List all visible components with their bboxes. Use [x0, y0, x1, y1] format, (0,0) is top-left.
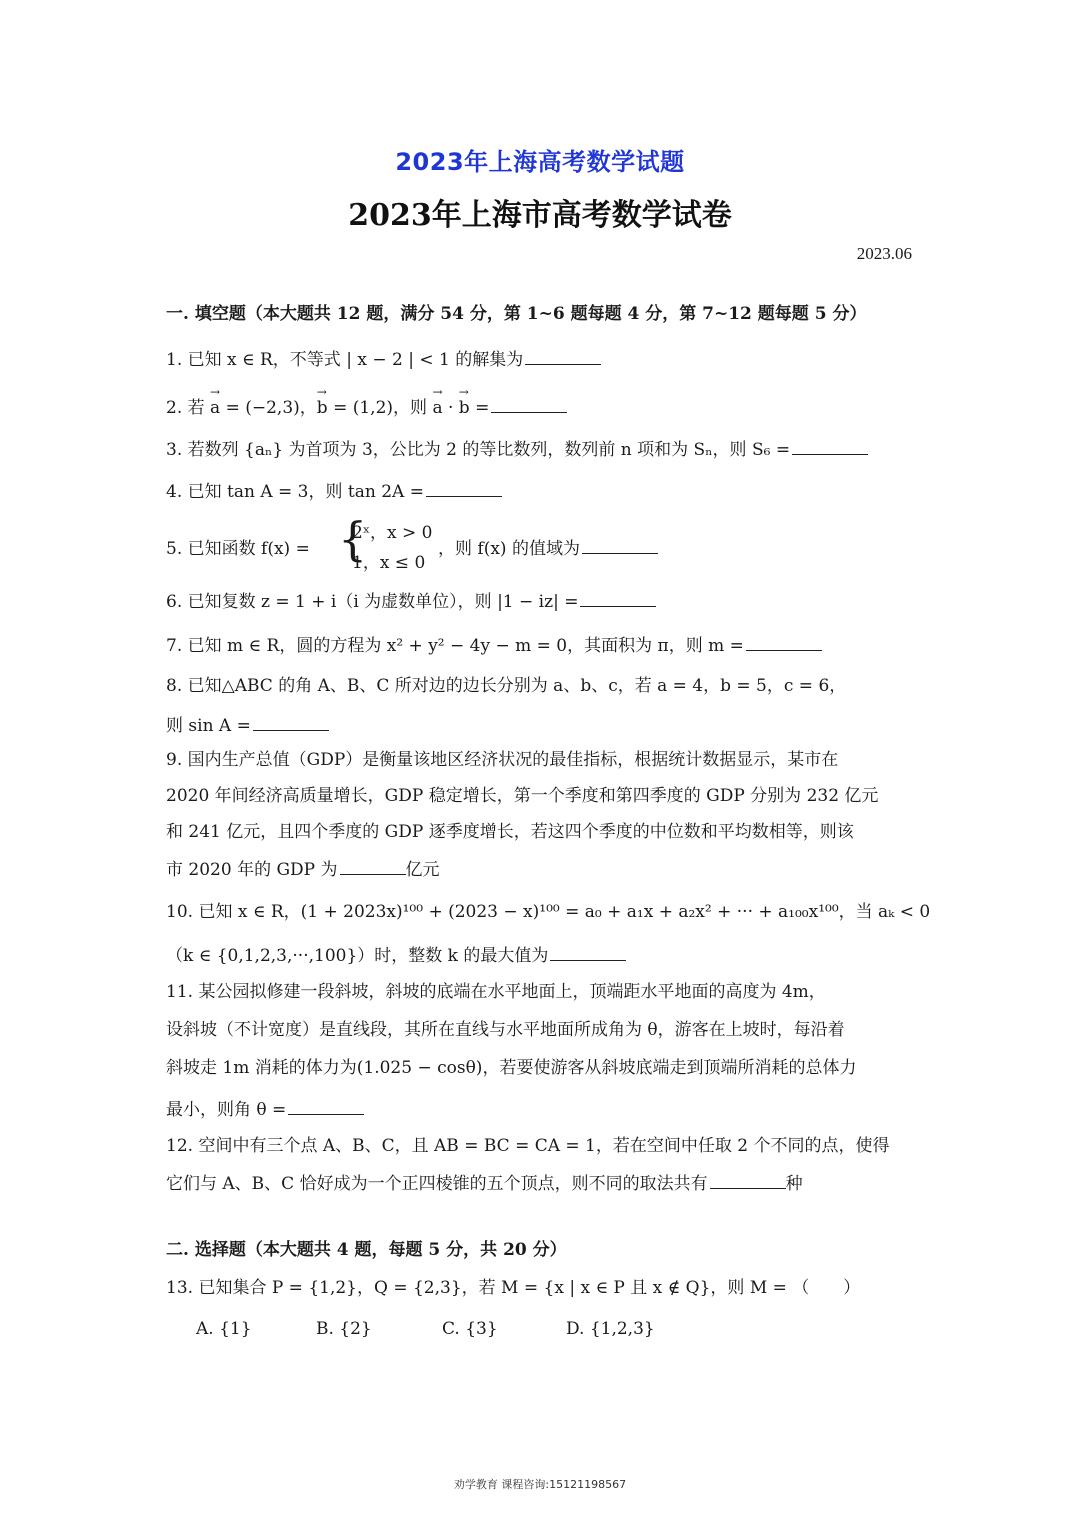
- q2-part: 2. 若: [166, 398, 211, 418]
- option-b: B. {2}: [316, 1319, 372, 1339]
- question-9-line-3: 和 241 亿元，且四个季度的 GDP 逐季度增长，若这四个季度的中位数和平均数相等，则该: [166, 822, 854, 842]
- answer-blank: [491, 398, 567, 413]
- question-9-line-4: [166, 860, 440, 879]
- exam-date: 2023.06: [856, 244, 912, 263]
- question-11-text: 最小，则角 θ =: [166, 1100, 287, 1120]
- q2-part: =: [469, 398, 490, 418]
- footer-contact: 劝学教育 课程咨询:15121198567: [453, 1478, 627, 1491]
- question-5-tail-text: ，则 f(x) 的值域为: [438, 539, 580, 559]
- question-10-text: （k ∈ {0,1,2,3,···,100}）时，整数 k 的最大值为: [166, 946, 549, 966]
- answer-blank: [288, 1100, 364, 1115]
- question-12-line-1: 12. 空间中有三个点 A、B、C，且 AB = BC = CA = 1，若在空间中任取 2 个不同的点，使得: [166, 1136, 890, 1156]
- q2-part: ·: [442, 398, 459, 418]
- vector-a: → a: [432, 400, 442, 417]
- answer-blank: [582, 539, 658, 554]
- question-11-line-2: 设斜坡（不计宽度）是直线段，其所在直线与水平地面所成角为 θ，游客在上坡时，每沿着: [166, 1020, 845, 1040]
- option-a: A. {1}: [196, 1319, 252, 1339]
- vector-a: → a: [210, 400, 220, 417]
- answer-blank: [580, 592, 656, 607]
- option-c: C. {3}: [442, 1319, 498, 1339]
- exam-title: 2023年上海市高考数学试卷: [348, 198, 732, 233]
- question-10-line-2: [166, 946, 626, 965]
- question-5-tail: [438, 534, 658, 559]
- answer-blank: [426, 482, 502, 497]
- piecewise-brace: {: [338, 512, 368, 566]
- question-8-text: 则 sin A =: [166, 716, 251, 736]
- question-6: [166, 592, 656, 611]
- question-7: [166, 636, 822, 655]
- question-6-text: 6. 已知复数 z = 1 + i（i 为虚数单位），则 |1 − iz| =: [166, 592, 579, 612]
- answer-blank: [710, 1174, 786, 1189]
- option-d: D. {1,2,3}: [566, 1319, 655, 1339]
- question-1-text: 1. 已知 x ∈ R，不等式 | x − 2 | < 1 的解集为: [166, 350, 524, 370]
- question-8-line-2: [166, 716, 329, 735]
- question-10-line-1: 10. 已知 x ∈ R，(1 + 2023x)¹⁰⁰ + (2023 − x)¹⁰⁰ = a₀ + a₁x + a₂x² + ··· + a₁₀₀x¹⁰⁰，当 aₖ < 0: [166, 902, 931, 922]
- question-7-text: 7. 已知 m ∈ R，圆的方程为 x² + y² − 4y − m = 0，其面积为 π，则 m =: [166, 636, 744, 656]
- question-13: 13. 已知集合 P = {1,2}，Q = {2,3}，若 M = {x | x ∈ P 且 x ∉ Q}，则 M = （ ）: [166, 1278, 861, 1298]
- question-9-unit: 亿元: [405, 860, 440, 880]
- section2-heading: 二. 选择题（本大题共 4 题，每题 5 分，共 20 分）: [166, 1240, 567, 1260]
- question-9-line-1: 9. 国内生产总值（GDP）是衡量该地区经济状况的最佳指标，根据统计数据显示，某市在: [166, 750, 839, 770]
- question-1: [166, 350, 601, 369]
- answer-blank: [340, 860, 406, 875]
- question-9-text: 市 2020 年的 GDP 为: [166, 860, 338, 880]
- banner-title: 2023年上海高考数学试题: [395, 148, 685, 176]
- question-3: [166, 440, 868, 459]
- question-4: [166, 482, 502, 501]
- question-4-text: 4. 已知 tan A = 3，则 tan 2A =: [166, 482, 424, 502]
- question-11-line-3: 斜坡走 1m 消耗的体力为(1.025 − cosθ)，若要使游客从斜坡底端走到顶端所消耗的总体力: [166, 1058, 857, 1078]
- vector-b: → b: [459, 400, 470, 417]
- question-12-text: 它们与 A、B、C 恰好成为一个正四棱锥的五个顶点，则不同的取法共有: [166, 1174, 708, 1194]
- question-8-line-1: 8. 已知△ABC 的角 A、B、C 所对边的边长分别为 a、b、c，若 a = 4，b = 5，c = 6，: [166, 676, 847, 696]
- q2-part: = (−2,3)，: [220, 398, 317, 418]
- q2-part: = (1,2)，则: [327, 398, 433, 418]
- piecewise-case-2: 1，x ≤ 0: [352, 553, 426, 573]
- question-11-line-1: 11. 某公园拟修建一段斜坡，斜坡的底端在水平地面上，顶端距水平地面的高度为 4m，: [166, 982, 826, 1002]
- answer-blank: [746, 636, 822, 651]
- answer-blank: [253, 716, 329, 731]
- answer-blank: [550, 946, 626, 961]
- question-2: [166, 398, 567, 417]
- section1-heading: 一. 填空题（本大题共 12 题，满分 54 分，第 1~6 题每题 4 分，第 7~12 题每题 5 分）: [166, 304, 867, 324]
- answer-blank: [525, 350, 601, 365]
- question-3-text: 3. 若数列 {aₙ} 为首项为 3，公比为 2 的等比数列，数列前 n 项和为 Sₙ，则 S₆ =: [166, 440, 791, 460]
- piecewise-case-1: 2ˣ，x > 0: [352, 523, 433, 543]
- question-12-unit: 种: [785, 1174, 803, 1194]
- answer-blank: [792, 440, 868, 455]
- question-12-line-2: [166, 1174, 803, 1193]
- question-11-line-4: [166, 1100, 364, 1119]
- question-5-lead: 5. 已知函数 f(x) =: [166, 539, 310, 559]
- vector-b: → b: [317, 400, 328, 417]
- question-9-line-2: 2020 年间经济高质量增长，GDP 稳定增长，第一个季度和第四季度的 GDP 分别为 232 亿元: [166, 786, 879, 806]
